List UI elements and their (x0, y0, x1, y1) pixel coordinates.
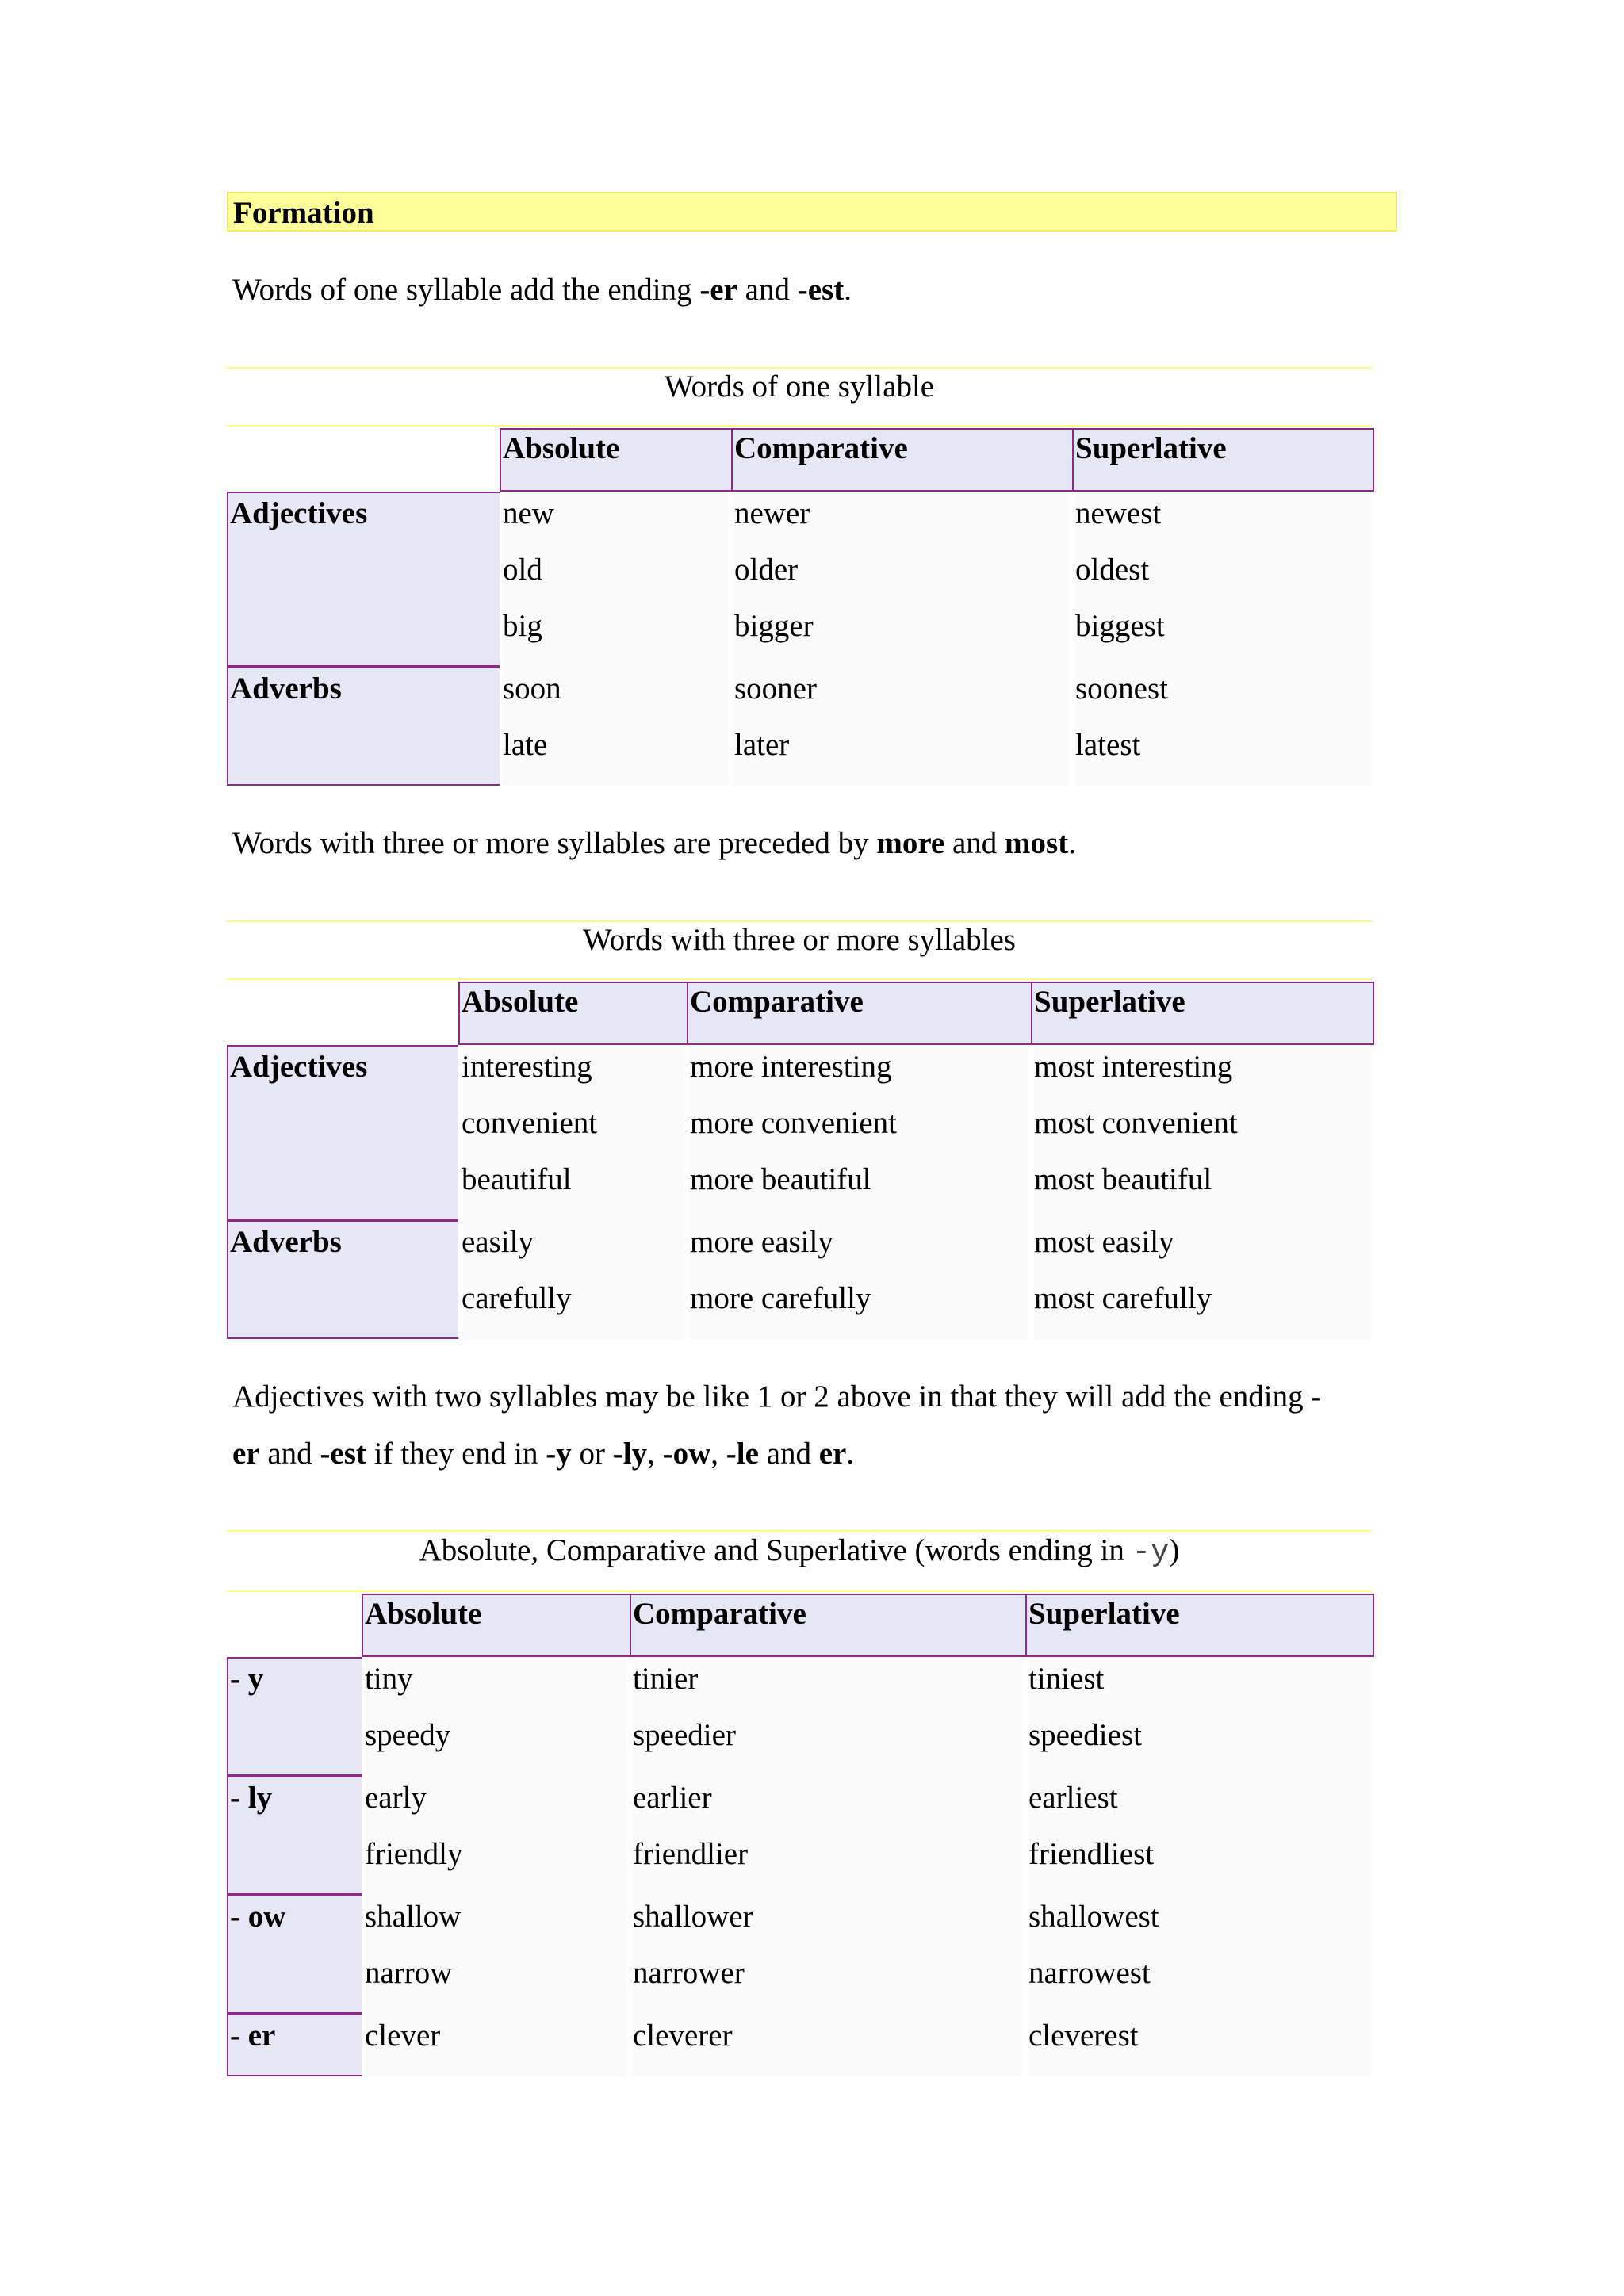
table3-caption (227, 1533, 1372, 1570)
column-header: Comparative (630, 1594, 1025, 1657)
para3-bold-y: -y (546, 1437, 572, 1471)
table-cell: friendlier (633, 1837, 749, 1871)
table-cell: earlier (633, 1781, 712, 1815)
para2-text: Words with three or more syllables are preceded by (232, 826, 877, 860)
column-header: Absolute (500, 428, 731, 492)
table-cell: beautiful (462, 1162, 572, 1196)
column-header: Superlative (1072, 428, 1374, 492)
table-cell: convenient (462, 1106, 598, 1140)
para3-period: . (846, 1437, 855, 1471)
table-cell: soonest (1075, 672, 1168, 706)
table-cell: shallow (365, 1900, 462, 1934)
column-header: Superlative (1031, 982, 1374, 1045)
para3-text: and (259, 1437, 320, 1471)
table2-caption-bottom-rule (227, 978, 1372, 980)
para1-text: Words of one syllable add the ending (232, 273, 700, 307)
column-header: Superlative (1025, 1594, 1374, 1657)
table-cell: clever (365, 2019, 441, 2053)
table1-caption: Words of one syllable (664, 369, 935, 404)
table-cell: most beautiful (1034, 1162, 1212, 1196)
table-cell: new (503, 496, 554, 530)
para1-text-and: and (737, 273, 798, 307)
row-group-header: Adverbs (227, 1220, 458, 1339)
table-cell: most carefully (1034, 1281, 1212, 1315)
row-group-header: - ow (227, 1895, 362, 2014)
table-cell: narrowest (1028, 1956, 1151, 1990)
table-cell: soon (503, 672, 561, 706)
para3-text: , (710, 1437, 726, 1471)
table-cell: narrower (633, 1956, 745, 1990)
table2-caption: Words with three or more syllables (583, 923, 1016, 957)
table-cell: oldest (1075, 553, 1150, 587)
para3-text: , (647, 1437, 663, 1471)
table3-caption-text: Absolute, Comparative and Superlative (words ending in (419, 1533, 1132, 1567)
row-group-header: - y (227, 1657, 362, 1776)
para2-text-and: and (944, 826, 1005, 860)
table-cell: tiny (365, 1662, 413, 1696)
table-cell: old (503, 553, 542, 587)
intro-paragraph-three-syllables (232, 815, 1398, 872)
table-cell: cleverest (1028, 2019, 1139, 2053)
para3-line1-text: Adjectives with two syllables may be like 1 or 2 above in that they will add the ending (232, 1380, 1312, 1414)
table3-caption-code: -y (1132, 1535, 1170, 1570)
table-cell: easily (462, 1225, 534, 1259)
intro-paragraph-two-syllables (232, 1368, 1398, 1483)
table-cell: big (503, 609, 542, 643)
table-cell: early (365, 1781, 427, 1815)
table1-caption-top-rule (227, 367, 1372, 369)
table-cell: interesting (462, 1050, 592, 1084)
para3-bold-er-end: er (818, 1437, 847, 1471)
row-group-header: - er (227, 2014, 362, 2076)
table-cell: more easily (690, 1225, 833, 1259)
table-cell: tiniest (1028, 1662, 1105, 1696)
para1-bold-est: -est (797, 273, 845, 307)
para3-text: and (758, 1437, 819, 1471)
table-cell: shallowest (1028, 1900, 1159, 1934)
column-header: Comparative (731, 428, 1072, 492)
table-cell: friendly (365, 1837, 463, 1871)
table-cell: later (734, 728, 790, 762)
para3-bold-er: er (232, 1437, 260, 1471)
row-group-header: Adjectives (227, 1045, 458, 1220)
row-group-header: Adverbs (227, 667, 500, 786)
section-heading: Formation (233, 196, 374, 230)
para3-bold-le: -le (726, 1437, 759, 1471)
table-cell: earliest (1028, 1781, 1118, 1815)
table-cell: newest (1075, 496, 1162, 530)
table-cell: latest (1075, 728, 1141, 762)
intro-paragraph-one-syllable (232, 262, 1398, 319)
table-cell: older (734, 553, 799, 587)
table-cell: more beautiful (690, 1162, 871, 1196)
table-cell: more carefully (690, 1281, 871, 1315)
table-cell: most interesting (1034, 1050, 1233, 1084)
table-cell: speediest (1028, 1718, 1142, 1752)
row-group-header: - ly (227, 1776, 362, 1895)
table-cell: most convenient (1034, 1106, 1238, 1140)
table-cell: narrow (365, 1956, 453, 1990)
table-cell: newer (734, 496, 810, 530)
para3-line1-bold: - (1311, 1380, 1322, 1414)
para3-bold-est: -est (320, 1437, 366, 1471)
table-cell: tinier (633, 1662, 699, 1696)
para1-bold-er: -er (699, 273, 737, 307)
table3-caption-close: ) (1169, 1533, 1180, 1567)
table-cell: sooner (734, 672, 817, 706)
para2-period: . (1068, 826, 1076, 860)
column-header: Absolute (458, 982, 687, 1045)
table-cell: friendliest (1028, 1837, 1155, 1871)
table-cell: late (503, 728, 548, 762)
row-group-header: Adjectives (227, 492, 500, 667)
table-cell: more interesting (690, 1050, 892, 1084)
para3-text: or (571, 1437, 613, 1471)
para3-bold-ly: -ly (612, 1437, 648, 1471)
para3-text: if they end in (366, 1437, 546, 1471)
para2-bold-more: more (876, 826, 945, 860)
section-heading-bar (227, 192, 1397, 232)
table-cell: bigger (734, 609, 814, 643)
column-header: Absolute (362, 1594, 630, 1657)
column-header: Comparative (687, 982, 1031, 1045)
table1-caption-bottom-rule (227, 425, 1372, 427)
table-cell: more convenient (690, 1106, 897, 1140)
table3-caption-top-rule (227, 1530, 1372, 1532)
table-cell: cleverer (633, 2019, 733, 2053)
table-cell: speedy (365, 1718, 451, 1752)
table2-caption-top-rule (227, 920, 1372, 922)
para3-bold-ow: -ow (662, 1437, 711, 1471)
table-cell: speedier (633, 1718, 736, 1752)
table-cell: most easily (1034, 1225, 1174, 1259)
table3-caption-bottom-rule (227, 1590, 1372, 1592)
para1-period: . (844, 273, 852, 307)
table-cell: shallower (633, 1900, 753, 1934)
table-cell: biggest (1075, 609, 1165, 643)
table-cell: carefully (462, 1281, 572, 1315)
para2-bold-most: most (1005, 826, 1069, 860)
